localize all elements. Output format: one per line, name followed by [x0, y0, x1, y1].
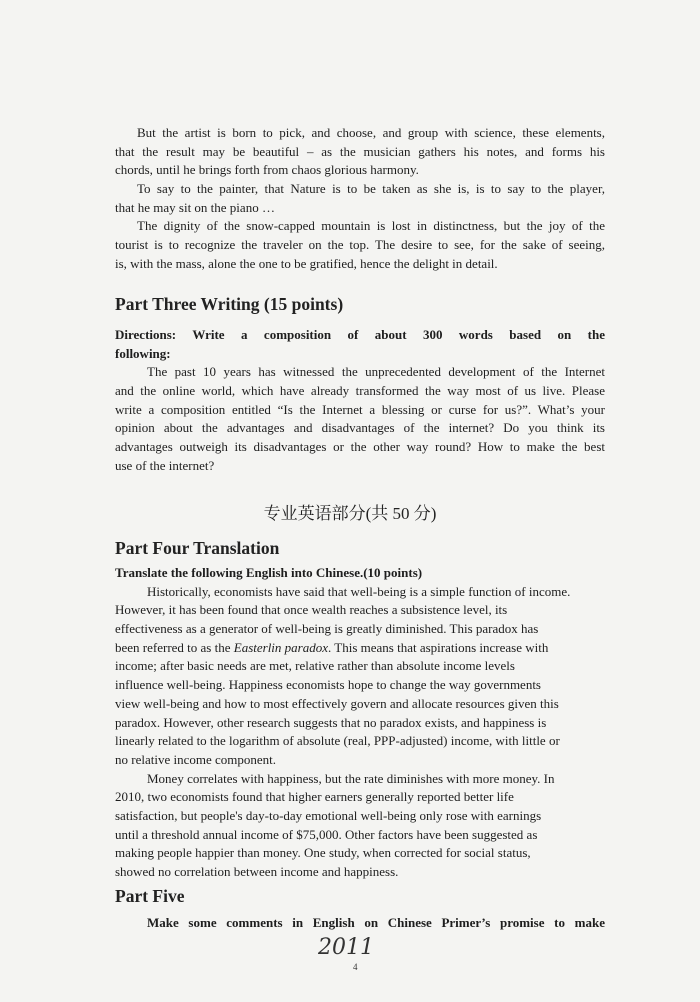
- text-line: write a composition entitled “Is the Internet a blessing or curse for us?”. What’s your: [115, 401, 605, 417]
- text-line: no relative income component.: [115, 751, 277, 767]
- text-segment: been referred to as the: [115, 639, 234, 655]
- part-three-heading: Part Three Writing (15 points): [115, 294, 344, 314]
- text-line: that he may sit on the piano …: [115, 199, 275, 215]
- text-line: linearly related to the logarithm of absolute (real, PPP-adjusted) income, with little or: [115, 733, 560, 749]
- text-line: However, it has been found that once wealth reaches a subsistence level, its: [115, 602, 508, 618]
- handwritten-note: 2011: [318, 935, 374, 960]
- part-four-heading: Part Four Translation: [115, 538, 280, 558]
- text-line: 2010, two economists found that higher earners generally reported better life: [115, 789, 514, 805]
- text-line: income; after basic needs are met, relative rather than absolute income levels: [115, 658, 515, 674]
- part-five-section: [115, 914, 605, 933]
- text-line: To say to the painter, that Nature is to be taken as she is, is to say to the player,: [137, 181, 605, 197]
- text-line: influence well-being. Happiness economists hope to change the way governments: [115, 677, 541, 693]
- text-line: view well-being and how to most effectively govern and allocate resources given this: [115, 695, 559, 711]
- text-line: effectiveness as a generator of well-being is greatly diminished. This paradox has: [115, 621, 539, 637]
- text-line: Historically, economists have said that well-being is a simple function of income.: [147, 583, 571, 599]
- part-four-section: [115, 564, 605, 882]
- directions-line: following:: [115, 345, 171, 361]
- text-segment: . This means that aspirations increase with: [328, 639, 549, 655]
- text-line: satisfaction, but people's day-to-day emotional well-being only rose with earnings: [115, 807, 542, 823]
- text-line: The past 10 years has witnessed the unprecedented development of the Internet: [147, 364, 605, 380]
- instruction: Make some comments in English on Chinese Primer’s promise to make: [147, 915, 605, 930]
- page-number: 4: [353, 962, 358, 972]
- text-line: showed no correlation between income and happiness.: [115, 864, 399, 879]
- text-line: The dignity of the snow-capped mountain is lost in distinctness, but the joy of the: [137, 218, 605, 234]
- text-line: chords, until he brings forth from chaos glorious harmony.: [115, 162, 419, 178]
- section-title: 专业英语部分(共 50 分): [263, 504, 437, 523]
- text-line: use of the internet?: [115, 457, 215, 473]
- easterlin-paradox-term: Easterlin paradox: [233, 639, 328, 655]
- text-line: paradox. However, other research suggests that no paradox exists, and happiness is: [115, 714, 547, 730]
- text-line: and the online world, which have already transformed the way most of us live. Please: [115, 383, 605, 399]
- passage: [115, 124, 605, 274]
- text-line: is, with the mass, alone the one to be gratified, hence the delight in detail.: [115, 255, 498, 271]
- text-line: tourist is to recognize the traveler on the top. The desire to see, for the sake of seeing,: [115, 237, 605, 253]
- text-line: advantages outweigh its disadvantages or the other way round? How to make the best: [115, 439, 605, 455]
- text-line: [115, 639, 605, 658]
- part-five-heading: Part Five: [115, 886, 185, 906]
- text-line: until a threshold annual income of $75,000. Other factors have been suggested as: [115, 826, 538, 842]
- text-line: that the result may be beautiful – as the musician gathers his notes, and forms his: [115, 143, 605, 159]
- directions-line: Directions: Write a composition of about 300 words based on the: [115, 327, 605, 342]
- part-three-section: [115, 326, 605, 476]
- instruction: Translate the following English into Chinese.(10 points): [115, 565, 423, 580]
- text-line: But the artist is born to pick, and choose, and group with science, these elements,: [137, 125, 605, 140]
- text-line: opinion about the advantages and disadvantages of the internet? Do you think its: [115, 420, 605, 436]
- text-line: making people happier than money. One study, when corrected for social status,: [115, 845, 531, 861]
- text-line: Money correlates with happiness, but the rate diminishes with more money. In: [147, 770, 555, 786]
